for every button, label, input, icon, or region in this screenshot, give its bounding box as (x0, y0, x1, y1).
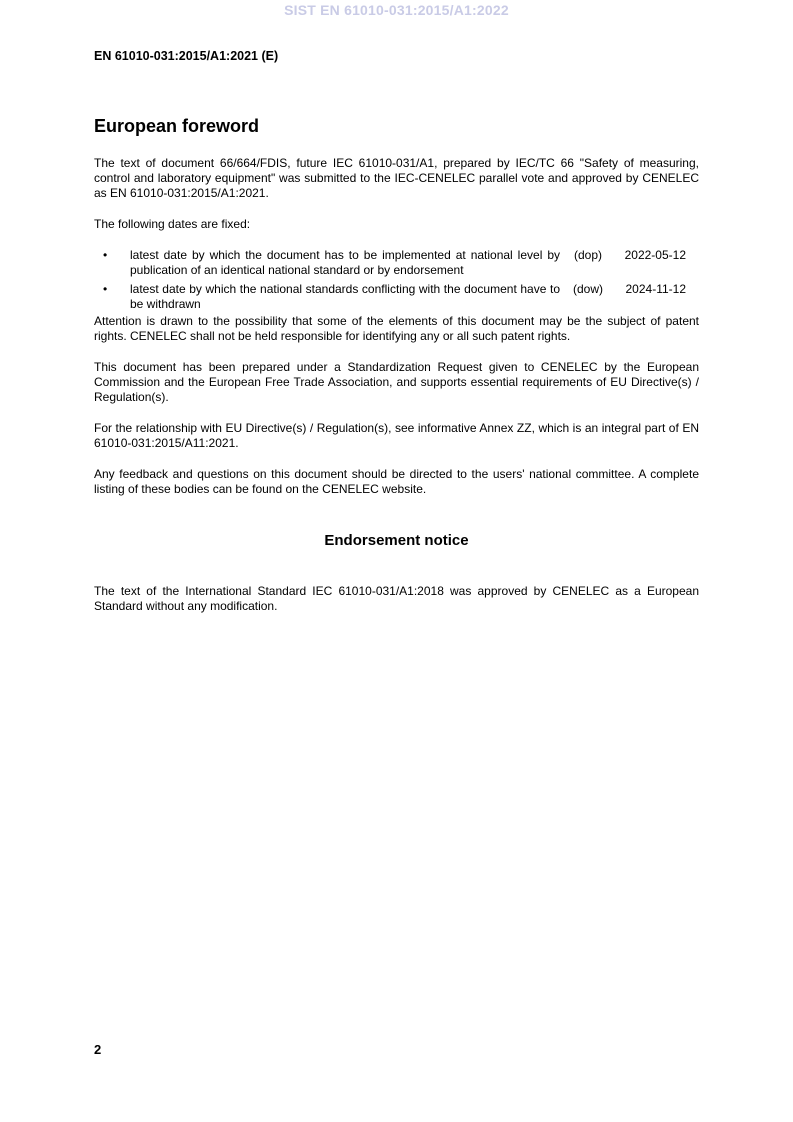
date-code: (dow) (572, 282, 603, 296)
bullet-icon: • (103, 248, 108, 262)
feedback-paragraph: Any feedback and questions on this document should be directed to the users' national committee. A complete listing of these bodies can be found on the CENELEC website. (94, 467, 699, 496)
dates-list (94, 248, 699, 312)
foreword-intro: The text of document 66/664/FDIS, future IEC 61010-031/A1, prepared by IEC/TC 66 "Safety of measuring, control and laboratory equipment" was submitted to the IEC-CENELEC parallel vote and approved by CENELEC as EN 61010-031:2015/A1:2021. (94, 156, 699, 200)
dates-intro: The following dates are fixed: (94, 217, 251, 231)
bullet-icon: • (103, 282, 108, 296)
date-description: latest date by which the document has to be implemented at national level by publication of an identical national standard or by endorsement (130, 248, 560, 277)
date-item-dop (94, 248, 699, 278)
watermark: SIST EN 61010-031:2015/A1:2022 (284, 2, 509, 18)
standardization-request-paragraph: This document has been prepared under a Standardization Request given to CENELEC by the European Commission and the European Free Trade Association, and supports essential requirements of EU Directive(s) / Regulation(s). (94, 360, 699, 404)
page-number: 2 (94, 1042, 102, 1057)
date-code: (dop) (573, 248, 602, 262)
date-description: latest date by which the national standards conflicting with the document have to be withdrawn (130, 282, 560, 311)
document-id: EN 61010-031:2015/A1:2021 (E) (94, 49, 279, 63)
date-item-dow (94, 282, 699, 312)
page-content (94, 114, 699, 630)
date-value: 2024-11-12 (625, 282, 686, 296)
date-value: 2022-05-12 (624, 248, 686, 262)
endorsement-text: The text of the International Standard IEC 61010-031/A1:2018 was approved by CENELEC as a European Standard without any modification. (94, 584, 699, 613)
patent-paragraph: Attention is drawn to the possibility that some of the elements of this document may be the subject of patent rights. CENELEC shall not be held responsible for identifying any or all such patent rights. (94, 314, 699, 343)
directive-relationship-paragraph: For the relationship with EU Directive(s) / Regulation(s), see informative Annex ZZ, which is an integral part of EN 61010-031:2015/A11:2021. (94, 421, 699, 450)
endorsement-title: Endorsement notice (324, 532, 469, 549)
foreword-title: European foreword (94, 116, 260, 136)
